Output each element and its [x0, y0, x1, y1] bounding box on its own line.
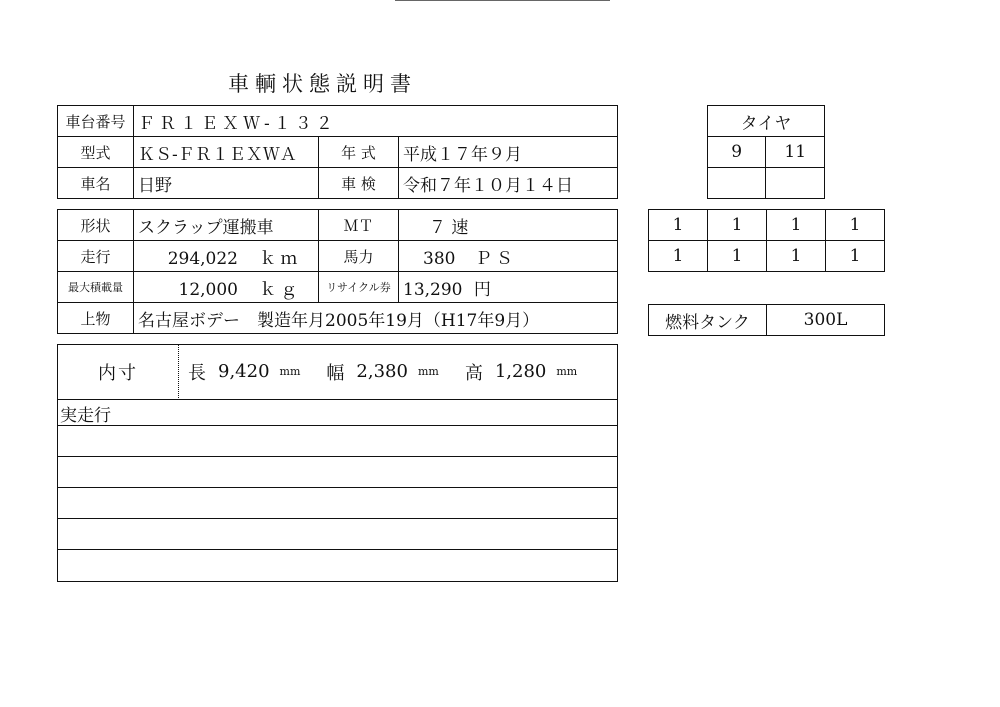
max-load-label: 最大積載量	[58, 272, 134, 303]
table-row	[708, 137, 825, 168]
transmission-value: ７ 速	[399, 210, 618, 241]
inner-dimensions-values	[188, 345, 577, 398]
tire-empty-cell	[766, 168, 825, 199]
length-label: 長	[188, 362, 206, 384]
horsepower-label: 馬力	[319, 241, 399, 272]
shape-value: スクラップ運搬車	[134, 210, 319, 241]
page-edge	[395, 0, 610, 5]
vehicle-name-value: 日野	[134, 168, 319, 199]
tire-header: タイヤ	[708, 106, 825, 137]
height-unit: mm	[556, 365, 578, 378]
dimensions-box	[57, 344, 618, 582]
grid-cell: 1	[649, 210, 708, 241]
model-label: 型式	[58, 137, 134, 168]
horsepower-unit: ＰＳ	[474, 248, 517, 269]
grid-cell: 1	[708, 241, 767, 272]
table-row	[58, 303, 618, 334]
table-row	[58, 168, 618, 199]
table-row	[649, 210, 885, 241]
mileage-cell	[134, 241, 319, 272]
table-row	[649, 241, 885, 272]
inspection-label: 車 検	[319, 168, 399, 199]
horsepower-cell	[399, 241, 618, 272]
fuel-tank-label: 燃料タンク	[649, 305, 767, 336]
ruled-line	[58, 487, 617, 488]
length-unit: mm	[279, 365, 301, 378]
horsepower-value: 380	[423, 248, 456, 269]
mileage-unit: ｋｍ	[259, 248, 302, 269]
document-title: 車輌状態説明書	[228, 72, 417, 96]
inner-dimensions-label: 内寸	[58, 345, 179, 398]
tire-empty-cell	[708, 168, 766, 199]
mileage-label: 走行	[58, 241, 134, 272]
mileage-value: 294,022	[167, 248, 238, 269]
grid-cell: 1	[826, 241, 885, 272]
recycle-fee-cell	[399, 272, 618, 303]
tire-table	[707, 105, 825, 199]
grid-cell: 1	[826, 210, 885, 241]
grid-cell: 1	[767, 210, 826, 241]
grid-cell: 1	[708, 210, 767, 241]
grid-cell: 1	[767, 241, 826, 272]
recycle-fee-value: 13,290	[403, 279, 463, 300]
chassis-number-value: ＦＲ１ＥＸＷ-１３２	[134, 106, 618, 137]
ruled-line	[58, 549, 617, 550]
tire-front-value: 9	[708, 137, 766, 168]
table-row	[649, 305, 885, 336]
max-load-cell	[134, 272, 319, 303]
height-label: 高	[464, 362, 483, 384]
year-value: 平成１７年９月	[399, 137, 618, 168]
body-value: 名古屋ボデー 製造年月2005年19月（H17年9月）	[134, 303, 618, 334]
table-row	[708, 168, 825, 199]
table-row	[708, 106, 825, 137]
table-row	[58, 272, 618, 303]
ruled-line	[58, 425, 617, 426]
width-value: 2,380	[356, 361, 408, 382]
model-value: ＫＳ-ＦＲ１ＥＸＷＡ	[134, 137, 319, 168]
tire-grid-table	[648, 209, 885, 272]
table-row	[58, 210, 618, 241]
body-label: 上物	[58, 303, 134, 334]
chassis-number-label: 車台番号	[58, 106, 134, 137]
table-row	[58, 106, 618, 137]
vehicle-name-label: 車名	[58, 168, 134, 199]
max-load-value: 12,000	[178, 279, 238, 300]
actual-run-label: 実走行	[60, 406, 111, 426]
fuel-tank-value: 300L	[767, 305, 885, 336]
ruled-line	[58, 518, 617, 519]
spec-table	[57, 209, 618, 334]
inspection-value: 令和７年１０月１４日	[399, 168, 618, 199]
table-row	[58, 137, 618, 168]
basic-info-table	[57, 105, 618, 199]
transmission-label: ＭＴ	[319, 210, 399, 241]
width-label: 幅	[326, 362, 345, 384]
height-value: 1,280	[494, 361, 547, 382]
tire-rear-value: 11	[766, 137, 825, 168]
dimensions-row	[58, 345, 617, 400]
recycle-fee-label: リサイクル券	[319, 272, 399, 303]
recycle-fee-unit: 円	[473, 279, 491, 300]
shape-label: 形状	[58, 210, 134, 241]
fuel-tank-table	[648, 304, 885, 336]
length-value: 9,420	[218, 361, 270, 382]
table-row	[58, 241, 618, 272]
ruled-line	[58, 456, 617, 457]
width-unit: mm	[417, 365, 439, 378]
max-load-unit: ｋｇ	[259, 279, 302, 300]
year-label: 年 式	[319, 137, 399, 168]
grid-cell: 1	[649, 241, 708, 272]
